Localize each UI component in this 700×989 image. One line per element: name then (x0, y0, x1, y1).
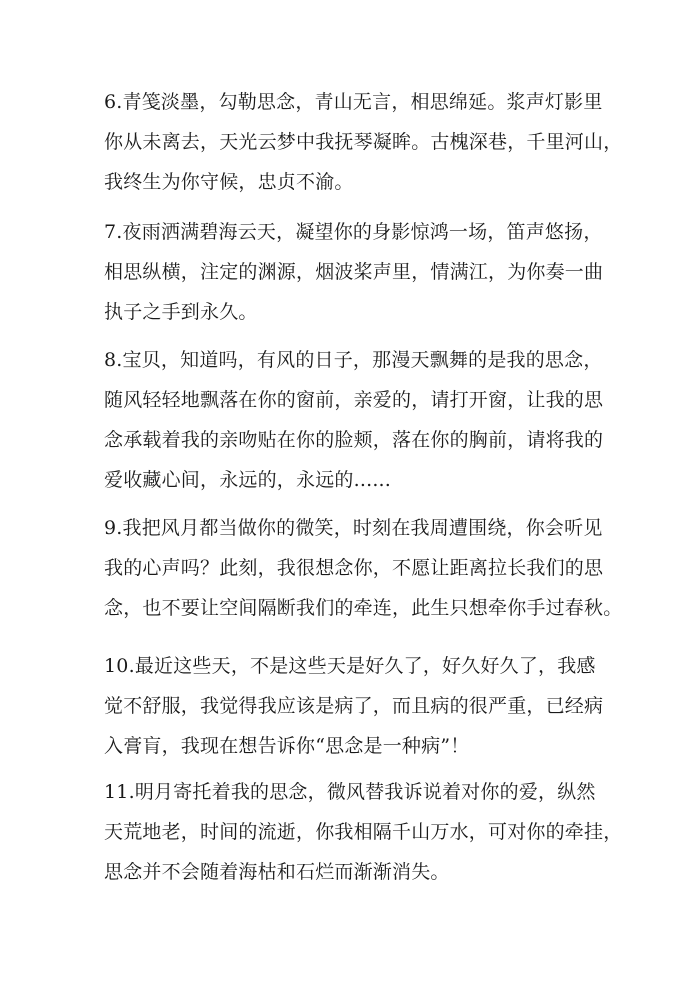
paragraph-line: 10.最近这些天，不是这些天是好久了，好久好久了，我感 (104, 655, 596, 677)
paragraph-line: 11.明月寄托着我的思念，微风替我诉说着对你的爱，纵然 (104, 781, 596, 803)
paragraph-line: 我终生为你守候，忠贞不渝。 (104, 171, 354, 193)
paragraph-line: 6.青笺淡墨，勾勒思念，青山无言，相思绵延。浆声灯影里 (104, 91, 603, 113)
paragraph-line: 入膏肓，我现在想告诉你“思念是一种病”！ (104, 735, 470, 757)
paragraph-line: 你从未离去，天光云梦中我抚琴凝眸。古槐深巷，千里河山， (104, 131, 623, 153)
paragraph-6 (104, 82, 624, 202)
paragraph-11 (104, 772, 624, 892)
paragraph-line: 执子之手到永久。 (104, 301, 258, 323)
paragraph-10 (104, 646, 624, 766)
paragraph-line: 觉不舒服，我觉得我应该是病了，而且病的很严重，已经病 (104, 695, 604, 717)
paragraph-line: 相思纵横，注定的渊源，烟波桨声里，情满江，为你奏一曲 (104, 261, 604, 283)
paragraph-line: 9.我把风月都当做你的微笑，时刻在我周遭围绕，你会听见 (104, 517, 603, 539)
paragraph-line: 念承载着我的亲吻贴在你的脸颊，落在你的胸前，请将我的 (104, 429, 604, 451)
paragraph-7 (104, 212, 624, 332)
paragraph-line: 我的心声吗？此刻，我很想念你，不愿让距离拉长我们的思 (104, 557, 604, 579)
paragraph-8 (104, 340, 624, 500)
paragraph-line: 天荒地老，时间的流逝，你我相隔千山万水，可对你的牵挂， (104, 821, 623, 843)
paragraph-line: 思念并不会随着海枯和石烂而渐渐消失。 (104, 861, 450, 883)
paragraph-9 (104, 508, 624, 628)
paragraph-line: 念，也不要让空间隔断我们的牵连，此生只想牵你手过春秋。 (104, 597, 623, 619)
paragraph-line: 7.夜雨洒满碧海云天，凝望你的身影惊鸿一场，笛声悠扬， (104, 221, 603, 243)
paragraph-line: 爱收藏心间，永远的，永远的...... (104, 469, 392, 491)
paragraph-line: 随风轻轻地飘落在你的窗前，亲爱的，请打开窗，让我的思 (104, 389, 604, 411)
paragraph-line: 8.宝贝，知道吗，有风的日子，那漫天飘舞的是我的思念， (104, 349, 603, 371)
